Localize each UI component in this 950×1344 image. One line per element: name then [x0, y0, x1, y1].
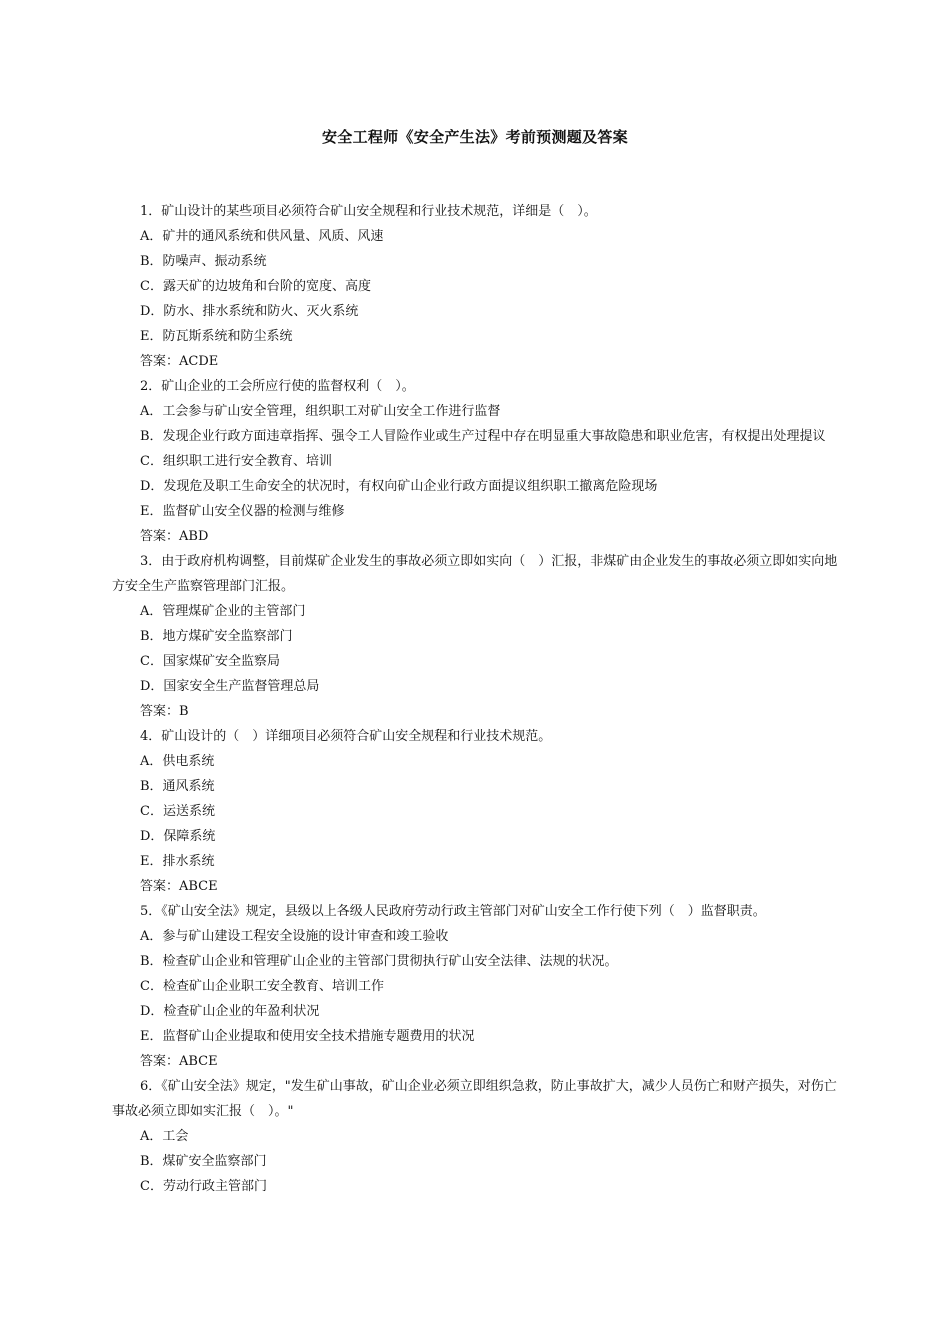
question-option: E．排水系统 [140, 854, 215, 869]
question-option: B．煤矿安全监察部门 [140, 1154, 267, 1169]
question-option: C．组织职工进行安全教育、培训 [140, 454, 332, 469]
question-answer: 答案：ACDE [140, 354, 219, 369]
question-option: B．检查矿山企业和管理矿山企业的主管部门贯彻执行矿山安全法律、法规的状况。 [140, 954, 618, 969]
question-option: C．露天矿的边坡角和台阶的宽度、高度 [140, 279, 371, 294]
question-option: C．劳动行政主管部门 [140, 1179, 267, 1194]
question-option: D．发现危及职工生命安全的状况时，有权向矿山企业行政方面提议组织职工撤离危险现场 [140, 479, 658, 494]
question-option: B．地方煤矿安全监察部门 [140, 629, 293, 644]
question-option: C．国家煤矿安全监察局 [140, 654, 280, 669]
question-option: A．矿井的通风系统和供风量、风质、风速 [140, 229, 384, 244]
question-answer: 答案：ABCE [140, 1054, 218, 1069]
question-answer: 答案：ABD [140, 529, 209, 544]
question-option: D．防水、排水系统和防火、灭火系统 [140, 304, 359, 319]
question-option: A．参与矿山建设工程安全设施的设计审查和竣工验收 [140, 929, 449, 944]
question-option: B．通风系统 [140, 779, 215, 794]
question-option: B．防噪声、振动系统 [140, 254, 267, 269]
question-option: E．监督矿山企业提取和使用安全技术措施专题费用的状况 [140, 1029, 475, 1044]
question-option: D．保障系统 [140, 829, 216, 844]
question-option: A．管理煤矿企业的主管部门 [140, 604, 306, 619]
question-stem: 5．《矿山安全法》规定，县级以上各级人民政府劳动行政主管部门对矿山安全工作行使下列（ ）监督职责。 [140, 904, 766, 919]
question-option: A．供电系统 [140, 754, 215, 769]
question-option: A．工会 [140, 1129, 189, 1144]
question-option: E．监督矿山安全仪器的检测与维修 [140, 504, 345, 519]
question-option: D．检查矿山企业的年盈利状况 [140, 1004, 320, 1019]
question-stem: 1．矿山设计的某些项目必须符合矿山安全规程和行业技术规范，详细是（ ）。 [140, 204, 597, 219]
question-answer: 答案：B [140, 704, 189, 719]
question-option: C．运送系统 [140, 804, 215, 819]
document-title: 安全工程师《安全产生法》考前预测题及答案 [321, 128, 628, 146]
question-option: D．国家安全生产监督管理总局 [140, 679, 320, 694]
question-option: C．检查矿山企业职工安全教育、培训工作 [140, 979, 384, 994]
question-option: B．发现企业行政方面违章指挥、强令工人冒险作业或生产过程中存在明显重大事故隐患和职业危害，有权提出处理提议 [140, 429, 826, 444]
question-option: E．防瓦斯系统和防尘系统 [140, 329, 293, 344]
question-option: A．工会参与矿山安全管理，组织职工对矿山安全工作进行监督 [140, 404, 501, 419]
question-stem: 4．矿山设计的（ ）详细项目必须符合矿山安全规程和行业技术规范。 [140, 729, 552, 744]
question-answer: 答案：ABCE [140, 879, 218, 894]
question-stem: 2．矿山企业的工会所应行使的监督权利（ ）。 [140, 379, 415, 394]
question-list [112, 199, 844, 1199]
question-stem: 6．《矿山安全法》规定，"发生矿山事故，矿山企业必须立即组织急救，防止事故扩大，减少人员伤亡和财产损失，对伤亡事故必须立即如实汇报（ ）。" [112, 1079, 837, 1119]
question-stem: 3．由于政府机构调整，目前煤矿企业发生的事故必须立即如实向（ ）汇报，非煤矿由企业发生的事故必须立即如实向地方安全生产监察管理部门汇报。 [112, 554, 838, 594]
